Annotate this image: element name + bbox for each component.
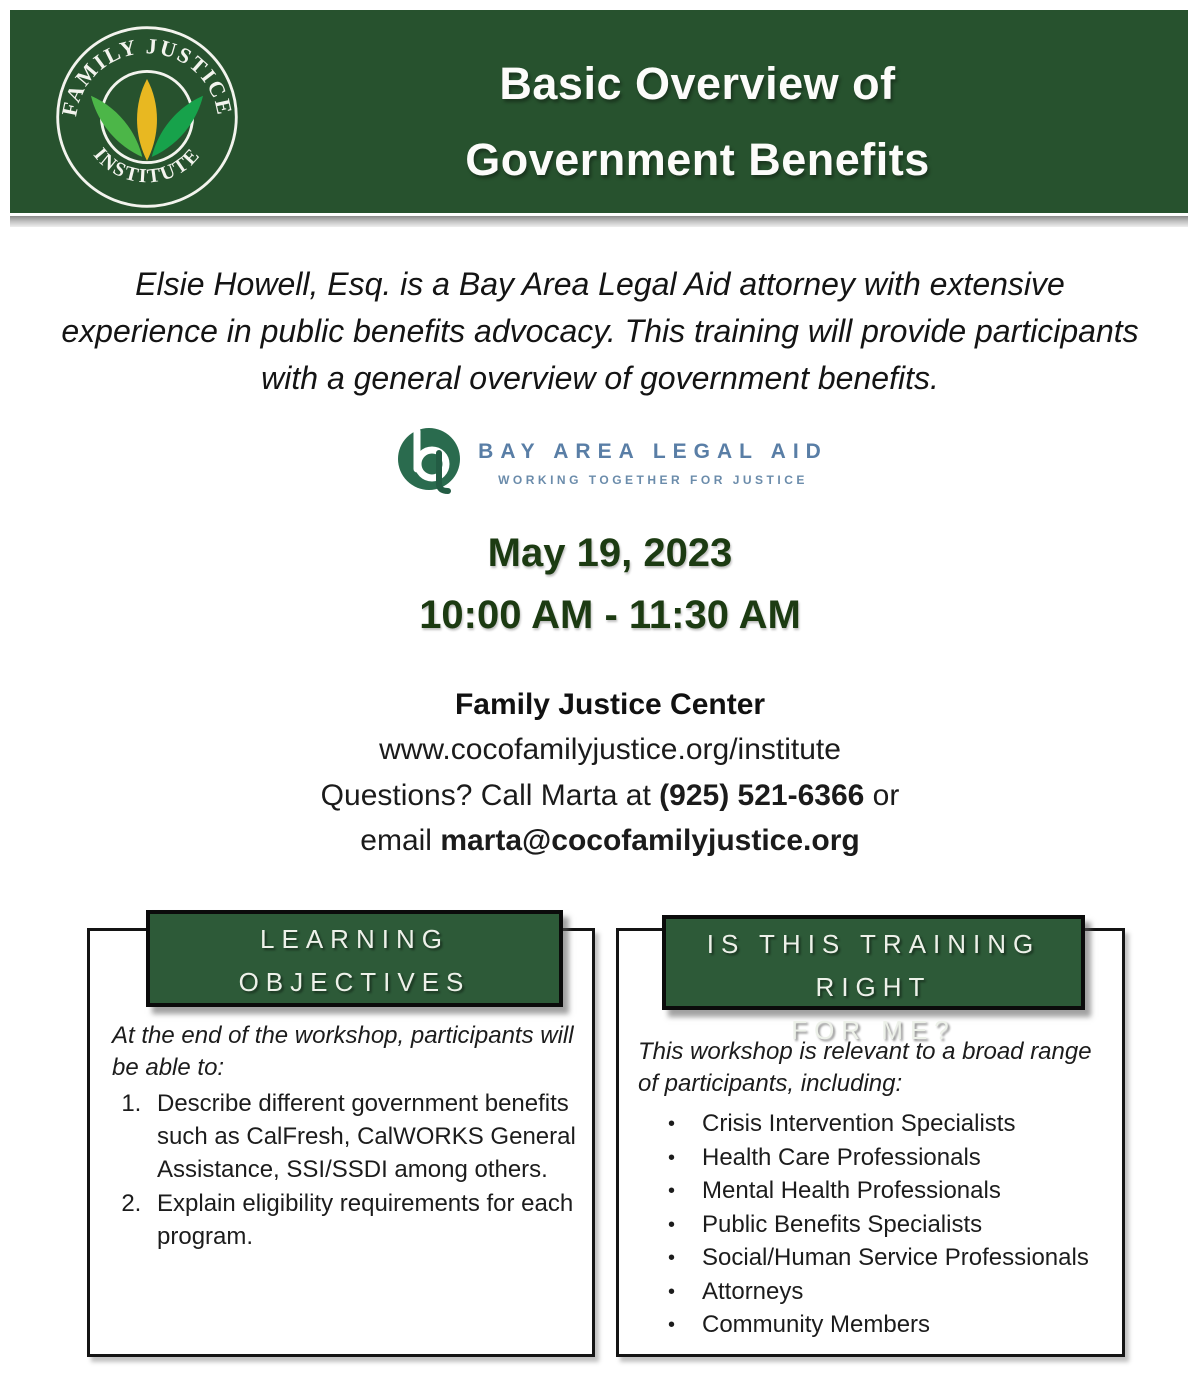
list-item: 2. Explain eligibility requirements for each program.: [148, 1187, 582, 1253]
questions-suffix: or: [864, 779, 900, 812]
bala-monogram-icon: [392, 424, 472, 504]
email-prefix: email: [360, 824, 441, 857]
audience-heading-line1: IS THIS TRAINING RIGHT: [706, 929, 1041, 1002]
audience-heading-line2: FOR ME?: [791, 1015, 956, 1045]
audience-list: [638, 1107, 1112, 1342]
event-date: May 19, 2023: [487, 531, 733, 575]
intro-paragraph: Elsie Howell, Esq. is a Bay Area Legal Aid attorney with extensive experience in public benefits advocacy. This training will provide participants with a general overview of government benefits.: [61, 266, 1139, 396]
logo-bottom-text: INSTITUTE: [89, 143, 206, 188]
questions-prefix: Questions? Call Marta at: [320, 779, 660, 812]
learning-objectives-heading-line2: OBJECTIVES: [238, 967, 471, 997]
page-title-line2: Government Benefits: [465, 134, 930, 185]
learning-objectives-list: [112, 1087, 582, 1253]
learning-objectives-intro: At the end of the workshop, participants will be able to:: [112, 1022, 574, 1081]
audience-intro: This workshop is relevant to a broad range of participants, including:: [638, 1038, 1092, 1097]
learning-objectives-heading-line1: LEARNING: [260, 924, 449, 954]
list-item: 1. Describe different government benefits such as CalFresh, CalWORKS General Assistance, SSI/SSDI among others.: [148, 1087, 582, 1186]
header-divider: [10, 216, 1188, 227]
questions-line: [20, 779, 1200, 813]
audience-heading: [662, 915, 1085, 1045]
leaf-center-icon: [137, 79, 157, 161]
header-bar: [10, 10, 1188, 213]
list-item: • Social/Human Service Professionals: [638, 1241, 1112, 1275]
email-address[interactable]: marta@cocofamilyjustice.org: [440, 824, 860, 857]
website-link[interactable]: www.cocofamilyjustice.org/institute: [379, 733, 841, 766]
audience-content: [638, 1036, 1112, 1342]
list-item: • Health Care Professionals: [638, 1141, 1112, 1175]
list-item: • Attorneys: [638, 1275, 1112, 1309]
venue-name: Family Justice Center: [454, 688, 766, 721]
list-item: • Community Members: [638, 1308, 1112, 1342]
email-line: [20, 824, 1200, 858]
list-item: • Crisis Intervention Specialists: [638, 1107, 1112, 1141]
bala-tagline: WORKING TOGETHER FOR JUSTICE: [498, 473, 808, 487]
learning-objectives-heading: [146, 910, 563, 1007]
page-title: [215, 46, 1180, 198]
bala-name: BAY AREA LEGAL AID: [478, 440, 828, 463]
page-title-line1: Basic Overview of: [499, 58, 896, 109]
phone-number[interactable]: (925) 521-6366: [659, 779, 865, 812]
family-justice-logo: [52, 22, 242, 217]
family-justice-logo-icon: [52, 22, 242, 212]
bala-logo: [20, 424, 1200, 504]
list-item: • Public Benefits Specialists: [638, 1208, 1112, 1242]
bala-text: [478, 440, 828, 487]
list-item: • Mental Health Professionals: [638, 1174, 1112, 1208]
learning-objectives-content: [112, 1020, 574, 1253]
logo-top-text: FAMILY JUSTICE: [57, 34, 237, 119]
event-time: 10:00 AM - 11:30 AM: [419, 593, 801, 637]
